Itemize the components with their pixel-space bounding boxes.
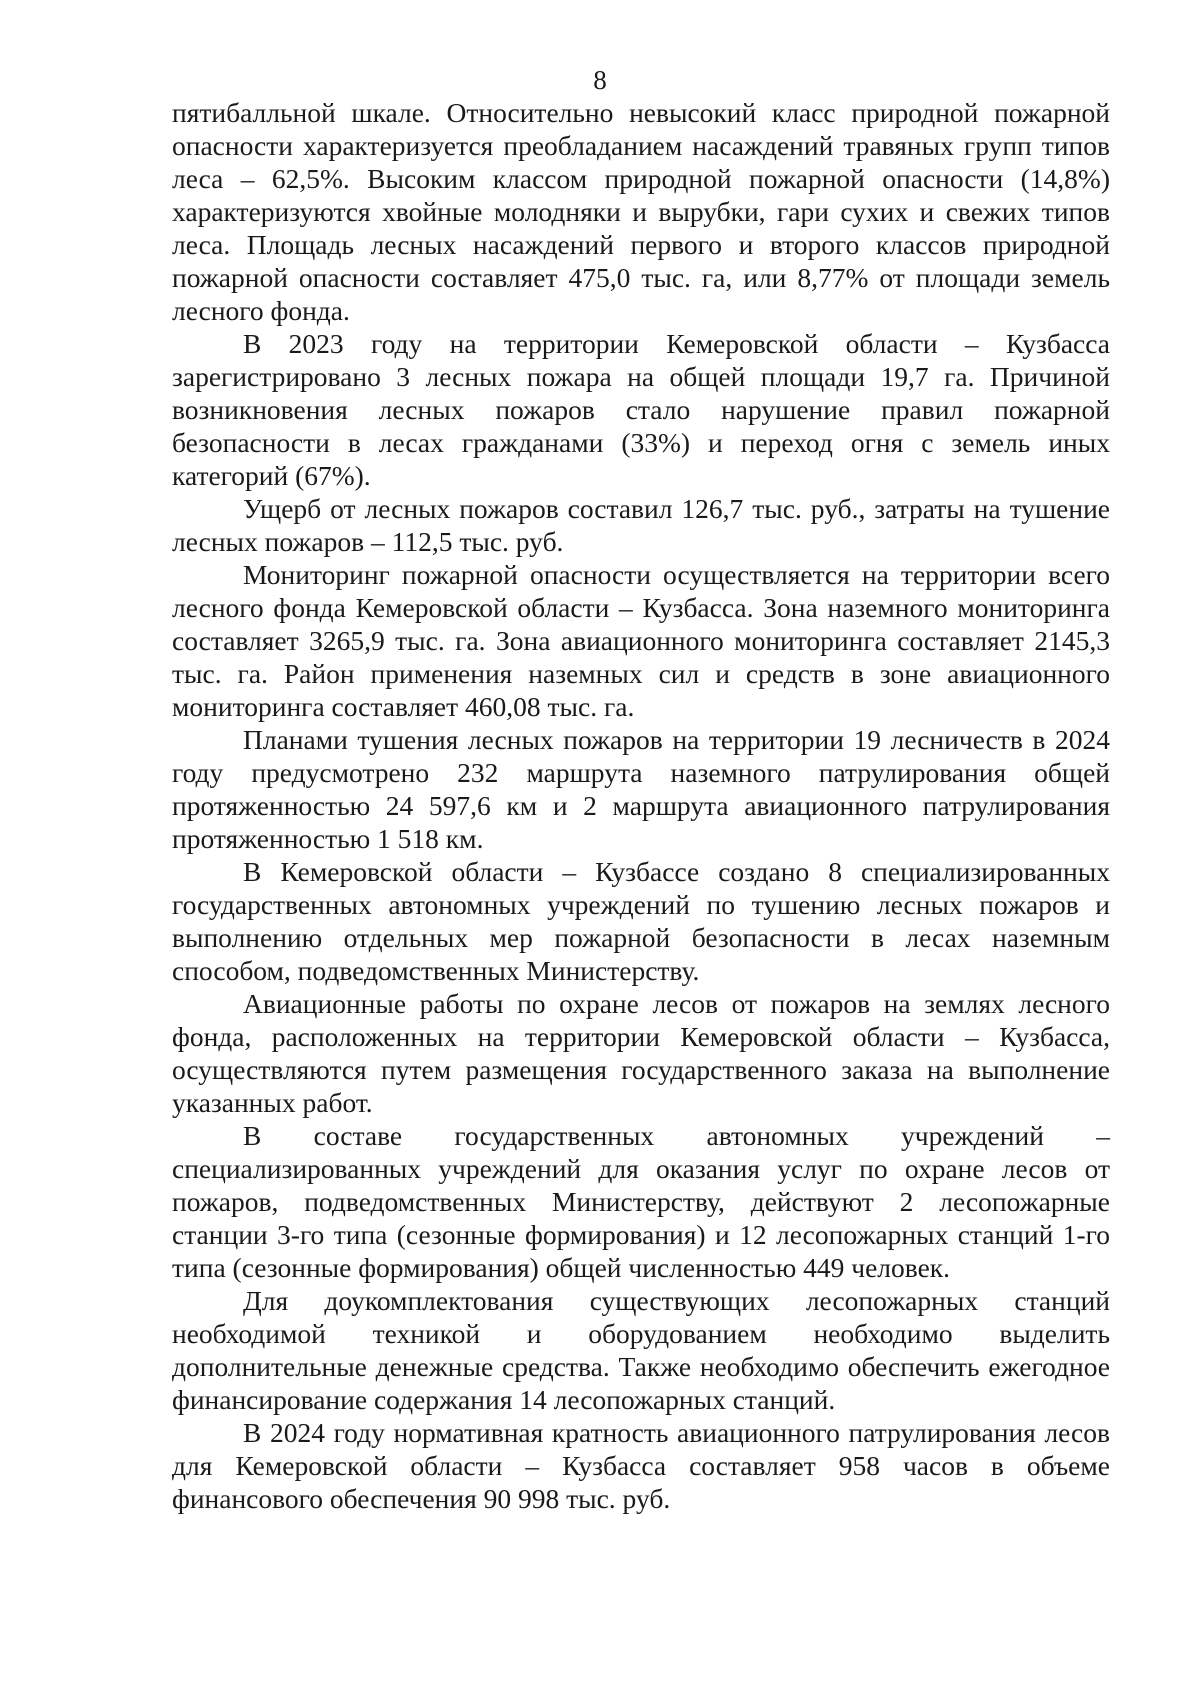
page-number: 8 xyxy=(593,65,607,95)
paragraph-patrol-plans: Планами тушения лесных пожаров на территории 19 лесничеств в 2024 году предусмотрено 232 маршрута наземного патрулирования общей протяженностью 24 597,6 км и 2 маршрута авиационного патрулирования протяженностью 1 518 км. xyxy=(172,724,1110,854)
paragraph-fires-2023: В 2023 году на территории Кемеровской области – Кузбасса зарегистрировано 3 лесных пожара на общей площади 19,7 га. Причиной возникновения лесных пожаров стало нарушение правил пожарной безопасности в лесах гражданами (33%) и переход огня с земель иных категорий (67%). xyxy=(172,328,1110,491)
paragraph-fire-stations: В составе государственных автономных учреждений – специализированных учреждений для оказания услуг по охране лесов от пожаров, подведомственных Министерству, действуют 2 лесопожарные станции 3-го типа (сезонные формирования) и 12 лесопожарных станций 1-го типа (сезонные формирования) общей численностью 449 человек. xyxy=(172,1120,1110,1283)
paragraph-monitoring: Мониторинг пожарной опасности осуществляется на территории всего лесного фонда Кемеровской области – Кузбасса. Зона наземного мониторинга составляет 3265,9 тыс. га. Зона авиационного мониторинга составляет 2145,3 тыс. га. Район применения наземных сил и средств в зоне авиационного мониторинга составляет 460,08 тыс. га. xyxy=(172,559,1110,722)
paragraph-continuation: пятибалльной шкале. Относительно невысокий класс природной пожарной опасности характеризуется преобладанием насаждений травяных групп типов леса – 62,5%. Высоким классом природной пожарной опасности (14,8%) характеризуются хвойные молодняки и вырубки, гари сухих и свежих типов леса. Площадь лесных насаждений первого и второго классов природной пожарной опасности составляет 475,0 тыс. га, или 8,77% от площади земель лесного фонда. xyxy=(172,97,1110,326)
document-body xyxy=(172,96,1110,1515)
paragraph-aviation-patrol-2024: В 2024 году нормативная кратность авиационного патрулирования лесов для Кемеровской области – Кузбасса составляет 958 часов в объеме финансового обеспечения 90 998 тыс. руб. xyxy=(172,1417,1110,1514)
paragraph-damage: Ущерб от лесных пожаров составил 126,7 тыс. руб., затраты на тушение лесных пожаров – 112,5 тыс. руб. xyxy=(172,493,1110,557)
paragraph-equipment-funding: Для доукомплектования существующих лесопожарных станций необходимой техникой и оборудованием необходимо выделить дополнительные денежные средства. Также необходимо обеспечить ежегодное финансирование содержания 14 лесопожарных станций. xyxy=(172,1285,1110,1415)
paragraph-aviation-works: Авиационные работы по охране лесов от пожаров на землях лесного фонда, расположенных на территории Кемеровской области – Кузбасса, осуществляются путем размещения государственного заказа на выполнение указанных работ. xyxy=(172,988,1110,1118)
paragraph-institutions: В Кемеровской области – Кузбассе создано 8 специализированных государственных автономных учреждений по тушению лесных пожаров и выполнению отдельных мер пожарной безопасности в лесах наземным способом, подведомственных Министерству. xyxy=(172,856,1110,986)
